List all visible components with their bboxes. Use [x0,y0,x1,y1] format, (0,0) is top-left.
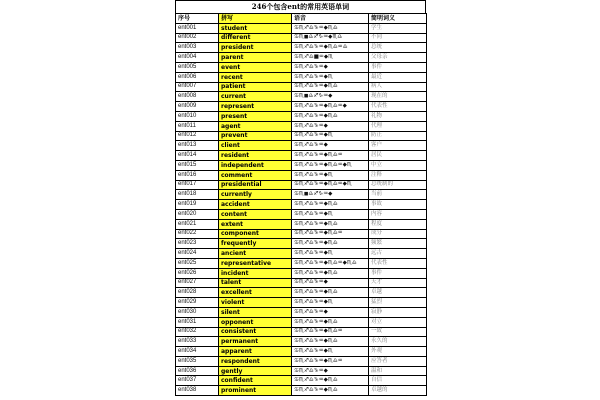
cell-word: frequently [219,239,292,249]
cell-number: ent020 [176,209,219,219]
cell-meaning: 外观 [369,347,427,357]
table-row [176,23,427,33]
table-row [176,170,427,180]
vocabulary-table [175,13,427,396]
cell-phonetic: ♋♏◼♎♐♑♒◆♏♎ [292,33,369,43]
table-row [176,229,427,239]
cell-meaning: 客户 [369,141,427,151]
table-row [176,53,427,63]
cell-meaning: 礼物 [369,111,427,121]
cell-number: ent015 [176,160,219,170]
cell-phonetic: ♋♏♐♎♑♒◆♏♎♒◆ [292,102,369,112]
cell-phonetic: ♋♏♐♎♑♒◆ [292,62,369,72]
table-row [176,307,427,317]
cell-word: gently [219,366,292,376]
cell-number: ent030 [176,307,219,317]
cell-number: ent013 [176,141,219,151]
cell-word: recent [219,72,292,82]
header-word: 拼写 [219,14,292,24]
cell-word: current [219,92,292,102]
table-row [176,160,427,170]
cell-word: representative [219,258,292,268]
cell-word: opponent [219,317,292,327]
cell-word: component [219,229,292,239]
cell-meaning: 事件 [369,62,427,72]
cell-meaning: 病人 [369,82,427,92]
cell-number: ent006 [176,72,219,82]
cell-number: ent025 [176,258,219,268]
cell-word: present [219,111,292,121]
cell-number: ent017 [176,180,219,190]
cell-number: ent004 [176,53,219,63]
cell-number: ent007 [176,82,219,92]
cell-number: ent026 [176,268,219,278]
table-row [176,200,427,210]
table-row [176,288,427,298]
cell-phonetic: ♋♏♐♎♑♒◆♏♎ [292,111,369,121]
cell-phonetic: ♋♏♐♎♑♒◆♏♎♒◆♏ [292,180,369,190]
cell-phonetic: ♋♏♐♎♑♒◆♏♎ [292,337,369,347]
cell-phonetic: ♋♏♐♎♑♒◆♏♎♒◆♏♎ [292,258,369,268]
cell-word: consistent [219,327,292,337]
cell-phonetic: ♋♏♐♎♑♒◆♏♎ [292,82,369,92]
table-row [176,219,427,229]
cell-meaning: 应答者 [369,356,427,366]
table-row [176,190,427,200]
cell-phonetic: ♋♏♐♎♑♒◆♏♎ [292,317,369,327]
cell-phonetic: ♋♏♐♎♑♒◆♏ [292,209,369,219]
cell-meaning: 总统 [369,43,427,53]
cell-word: talent [219,278,292,288]
table-row [176,347,427,357]
cell-number: ent035 [176,356,219,366]
cell-phonetic: ♋♏♐♎♑♒◆♏♎♒ [292,356,369,366]
table-row [176,82,427,92]
cell-phonetic: ♋♏♐♎♑♒◆♏♎ [292,200,369,210]
header-num: 序号 [176,14,219,24]
cell-meaning: 成分 [369,229,427,239]
cell-number: ent036 [176,366,219,376]
cell-word: violent [219,298,292,308]
cell-meaning: 卓越 [369,288,427,298]
cell-number: ent038 [176,386,219,396]
cell-number: ent012 [176,131,219,141]
cell-meaning: 当前 [369,190,427,200]
cell-meaning: 不同 [369,33,427,43]
cell-meaning: 代表性 [369,258,427,268]
cell-phonetic: ♋♏♐♎♑♒◆♏♎ [292,376,369,386]
cell-meaning: 学生 [369,23,427,33]
cell-meaning: 父母亲 [369,53,427,63]
cell-word: prominent [219,386,292,396]
cell-word: parent [219,53,292,63]
cell-phonetic: ♋♏♐♎♑♒◆♏ [292,72,369,82]
cell-meaning: 代理 [369,121,427,131]
cell-meaning: 对立 [369,317,427,327]
cell-word: currently [219,190,292,200]
cell-phonetic: ♋♏♐♎♑♒◆♏♎♒◆♏ [292,160,369,170]
cell-meaning: 现在的 [369,92,427,102]
cell-meaning: 频繁 [369,239,427,249]
cell-number: ent034 [176,347,219,357]
table-row [176,33,427,43]
cell-meaning: 卓越的 [369,386,427,396]
table-row [176,72,427,82]
cell-number: ent033 [176,337,219,347]
cell-meaning: 远古 [369,249,427,259]
header-row [176,14,427,24]
table-row [176,92,427,102]
cell-word: presidential [219,180,292,190]
cell-word: comment [219,170,292,180]
cell-number: ent031 [176,317,219,327]
cell-number: ent022 [176,229,219,239]
cell-meaning: 总统制的 [369,180,427,190]
cell-phonetic: ♋♏♐♎♑♒◆♏♎♒ [292,151,369,161]
cell-phonetic: ♋♏◼♎♐♑♒◆ [292,92,369,102]
cell-meaning: 事件 [369,268,427,278]
cell-phonetic: ♋♏♐♎♑♒◆ [292,307,369,317]
cell-meaning: 一致 [369,327,427,337]
cell-phonetic: ♋♏♐♎♑♒◆♏♎ [292,239,369,249]
table-row [176,111,427,121]
cell-meaning: 永久的 [369,337,427,347]
cell-meaning: 天才 [369,278,427,288]
cell-number: ent003 [176,43,219,53]
cell-word: president [219,43,292,53]
cell-phonetic: ♋♏♐♎♑♒◆ [292,278,369,288]
cell-word: agent [219,121,292,131]
cell-word: silent [219,307,292,317]
table-row [176,356,427,366]
table-row [176,151,427,161]
cell-word: content [219,209,292,219]
cell-meaning: 居民 [369,151,427,161]
cell-phonetic: ♋♏♐♎♑♒◆ [292,141,369,151]
cell-phonetic: ♋♏◼♎♐♑♒◆ [292,190,369,200]
cell-phonetic: ♋♏♐♎♑♒◆ [292,366,369,376]
cell-meaning: 寂静 [369,307,427,317]
cell-phonetic: ♋♏♐♎♑♒◆♏♎ [292,288,369,298]
cell-number: ent010 [176,111,219,121]
table-row [176,386,427,396]
cell-word: excellent [219,288,292,298]
cell-meaning: 中立 [369,160,427,170]
cell-phonetic: ♋♏♐♎♑♒◆ [292,121,369,131]
cell-phonetic: ♋♏♐♎♑♒◆♏♎ [292,23,369,33]
table-row [176,43,427,53]
cell-number: ent021 [176,219,219,229]
table-row [176,376,427,386]
cell-word: student [219,23,292,33]
cell-number: ent024 [176,249,219,259]
cell-number: ent029 [176,298,219,308]
cell-meaning: 最近 [369,72,427,82]
cell-number: ent011 [176,121,219,131]
cell-word: event [219,62,292,72]
table-row [176,62,427,72]
cell-number: ent028 [176,288,219,298]
table-row [176,278,427,288]
cell-word: respondent [219,356,292,366]
cell-number: ent002 [176,33,219,43]
cell-word: permanent [219,337,292,347]
cell-word: incident [219,268,292,278]
cell-phonetic: ♋♏♐♎♑♒◆♏♎♒ [292,327,369,337]
table-row [176,209,427,219]
cell-number: ent009 [176,102,219,112]
cell-phonetic: ♋♏♐♎■♒◆♏ [292,53,369,63]
table-row [176,258,427,268]
cell-word: client [219,141,292,151]
table-row [176,366,427,376]
vocabulary-sheet [175,0,426,400]
cell-phonetic: ♋♏♐♎♑♒◆♏♎ [292,268,369,278]
cell-phonetic: ♋♏♐♎♑♒◆♏ [292,249,369,259]
cell-phonetic: ♋♏♐♎♑♒◆♏♎ [292,386,369,396]
cell-phonetic: ♋♏♐♎♑♒◆♏ [292,298,369,308]
cell-meaning: 程度 [369,219,427,229]
cell-word: different [219,33,292,43]
cell-word: represent [219,102,292,112]
table-row [176,131,427,141]
table-body [176,23,427,395]
cell-word: patient [219,82,292,92]
cell-number: ent016 [176,170,219,180]
cell-word: prevent [219,131,292,141]
cell-phonetic: ♋♏♐♎♑♒◆♏♎♒♎ [292,43,369,53]
table-row [176,180,427,190]
cell-phonetic: ♋♏♐♎♑♒◆♏♎♒ [292,229,369,239]
cell-number: ent008 [176,92,219,102]
table-row [176,239,427,249]
cell-word: ancient [219,249,292,259]
table-row [176,121,427,131]
table-row [176,337,427,347]
cell-phonetic: ♋♏♐♎♑♒◆♏♎ [292,219,369,229]
cell-meaning: 事故 [369,200,427,210]
table-row [176,298,427,308]
cell-meaning: 自信 [369,376,427,386]
cell-number: ent019 [176,200,219,210]
cell-word: independent [219,160,292,170]
cell-word: resident [219,151,292,161]
table-row [176,102,427,112]
cell-phonetic: ♋♏♐♎♑♒◆♏ [292,131,369,141]
table-row [176,317,427,327]
cell-number: ent018 [176,190,219,200]
cell-number: ent032 [176,327,219,337]
cell-number: ent027 [176,278,219,288]
table-row [176,141,427,151]
cell-word: accident [219,200,292,210]
cell-number: ent014 [176,151,219,161]
cell-meaning: 防止 [369,131,427,141]
table-row [176,327,427,337]
header-phonetic: 语音 [292,14,369,24]
sheet-title: 246个包含ent的常用英语单词 [175,0,426,13]
cell-meaning: 温和 [369,366,427,376]
cell-phonetic: ♋♏♐♎♑♒◆♏ [292,170,369,180]
cell-phonetic: ♋♏♐♎♑♒◆♏ [292,347,369,357]
table-row [176,268,427,278]
cell-number: ent001 [176,23,219,33]
header-meaning: 简明词义 [369,14,427,24]
cell-meaning: 内容 [369,209,427,219]
cell-number: ent005 [176,62,219,72]
cell-meaning: 注释 [369,170,427,180]
cell-word: apparent [219,347,292,357]
cell-meaning: 代表性 [369,102,427,112]
cell-word: confident [219,376,292,386]
cell-meaning: 猛烈 [369,298,427,308]
cell-number: ent037 [176,376,219,386]
cell-word: extent [219,219,292,229]
cell-number: ent023 [176,239,219,249]
table-row [176,249,427,259]
